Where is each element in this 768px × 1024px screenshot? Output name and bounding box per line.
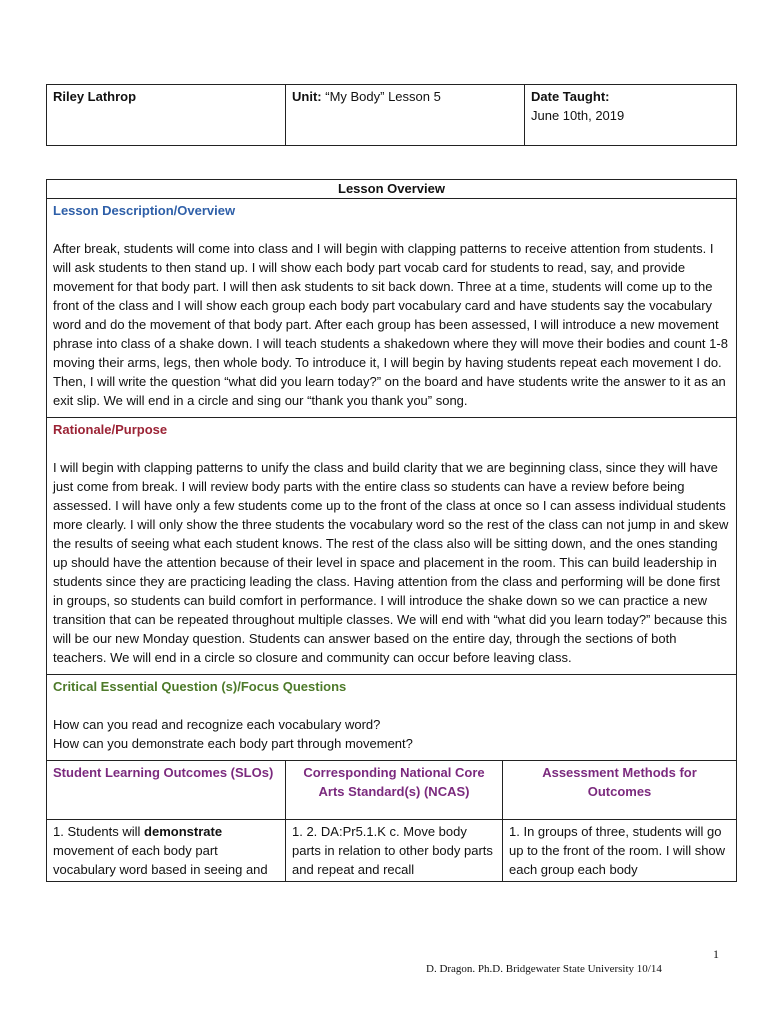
description-heading: Lesson Description/Overview xyxy=(53,203,236,218)
unit-label: Unit: xyxy=(292,89,322,104)
ncas-cell-1: 1. 2. DA:Pr5.1.K c. Move body parts in relation to other body parts and repeat and recall xyxy=(286,820,503,882)
overview-title: Lesson Overview xyxy=(47,180,737,199)
slo-column-header: Student Learning Outcomes (SLOs) xyxy=(47,761,286,820)
slo-cell-1 xyxy=(47,820,286,882)
page-number: 1 xyxy=(713,947,719,961)
questions-heading: Critical Essential Question (s)/Focus Questions xyxy=(53,679,347,694)
date-label: Date Taught: xyxy=(531,89,610,104)
description-section xyxy=(47,199,737,418)
lesson-overview-table xyxy=(46,179,737,882)
slo-1-verb: demonstrate xyxy=(144,824,223,839)
focus-question-1: How can you read and recognize each vocabulary word? xyxy=(53,717,381,732)
author-cell xyxy=(47,85,286,146)
focus-question-2: How can you demonstrate each body part through movement? xyxy=(53,736,413,751)
description-text: After break, students will come into class and I will begin with clapping patterns to receive attention from students. I will ask students to then stand up. I will show each body part vocab card for students to read, say, and provide movement for that body part. I will then ask students to sit back down. Three at a time, students will come up to the front of the class and I will show each group each body part vocabulary card and have students say the vocabulary word and do the movement of that body part. After each group has been assessed, I will introduce a new movement phrase into class of a shake down. I will teach students a shakedown where they will move their bodies and count 1-8 moving their arms, legs, then whole body. To introduce it, I will begin by having students repeat each movement I do. Then, I will write the question “what did you learn today?” on the board and have students write the answer to it as an exit slip. We will end in a circle and sing our “thank you thank you” song. xyxy=(53,241,728,408)
ncas-column-header: Corresponding National Core Arts Standard(s) (NCAS) xyxy=(286,761,503,820)
author-name: Riley Lathrop xyxy=(53,89,137,104)
header-table xyxy=(46,84,737,146)
date-value: June 10th, 2019 xyxy=(531,108,625,123)
rationale-section xyxy=(47,418,737,675)
slo-1-prefix: 1. Students will xyxy=(53,824,145,839)
assessment-column-header: Assessment Methods for Outcomes xyxy=(503,761,737,820)
questions-section xyxy=(47,675,737,761)
unit-cell xyxy=(286,85,525,146)
date-cell xyxy=(525,85,737,146)
assessment-cell-1: 1. In groups of three, students will go up to the front of the room. I will show each group each body xyxy=(503,820,737,882)
rationale-text: I will begin with clapping patterns to unify the class and build clarity that we are beginning class, since they will have just come from break. I will review body parts with the entire class so students can have a review before being assessed. I will have only a few students come up to the front of the class at once so I can assess individual students more clearly. I will only show the three students the vocabulary word so the rest of the class can not jump in and skew the results of seeing what each student knows. The rest of the class also will be sitting down, and the ones standing up should have the attention because of their level in space and placement in the room. This can build leadership in students since they are practicing leading the class. Having attention from the class and performing will be done first in groups, so students can build comfort in performance. I will introduce the shake down so we can practice a new transition that can be repeated throughout multiple classes. We will end with “what did you learn today?” because this will be our new Monday question. Students can answer based on the entire day, through the sections of both teachers. We will end in a circle so closure and community can occur before leaving class. xyxy=(53,460,729,665)
slo-1-rest: movement of each body part vocabulary word based in seeing and xyxy=(53,843,268,877)
unit-value: “My Body” Lesson 5 xyxy=(325,89,441,104)
rationale-heading: Rationale/Purpose xyxy=(53,422,168,437)
footer-credit: D. Dragon. Ph.D. Bridgewater State University 10/14 xyxy=(426,963,662,975)
